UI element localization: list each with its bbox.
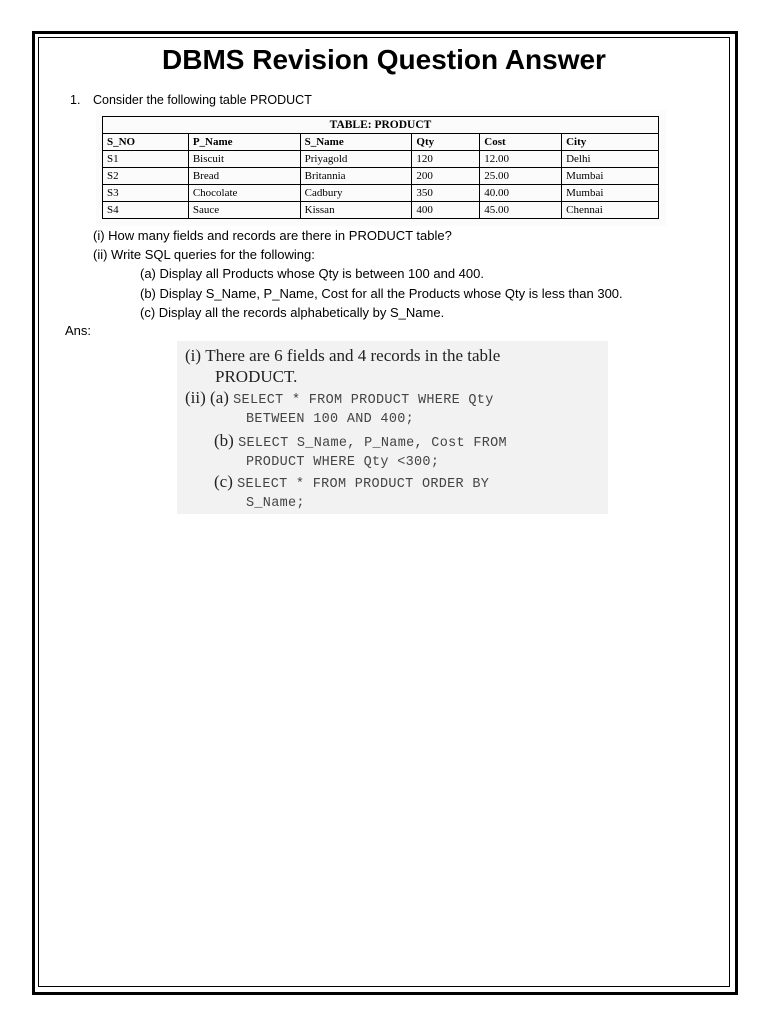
- table-cell: Bread: [188, 168, 300, 185]
- answer-label: Ans:: [65, 323, 92, 338]
- table-cell: 120: [412, 151, 480, 168]
- sql-query-c: SELECT * FROM PRODUCT ORDER BY: [237, 477, 490, 492]
- subquestion-ii: (ii) Write SQL queries for the following:: [93, 247, 315, 262]
- sql-query-a-cont: BETWEEN 100 AND 400;: [246, 412, 415, 427]
- table-cell: Chennai: [562, 202, 659, 219]
- table-cell: S1: [103, 151, 189, 168]
- subquestion-c: (c) Display all the records alphabetically by S_Name.: [140, 305, 445, 320]
- table-cell: S4: [103, 202, 189, 219]
- header-qty: Qty: [412, 134, 480, 151]
- table-cell: 350: [412, 185, 480, 202]
- table-cell: Sauce: [188, 202, 300, 219]
- sql-query-b-cont: PRODUCT WHERE Qty <300;: [246, 455, 440, 470]
- table-cell: Priyagold: [300, 151, 412, 168]
- answer-image: [177, 341, 608, 514]
- table-cell: S2: [103, 168, 189, 185]
- sql-query-b: SELECT S_Name, P_Name, Cost FROM: [238, 436, 507, 451]
- answer-b-line1: [214, 431, 507, 451]
- answer-i-label: (i): [185, 346, 202, 365]
- header-city: City: [562, 134, 659, 151]
- product-table-image: [96, 110, 666, 226]
- table-cell: Kissan: [300, 202, 412, 219]
- table-cell: Delhi: [562, 151, 659, 168]
- table-row: [103, 168, 659, 185]
- header-s-name: S_Name: [300, 134, 412, 151]
- table-row: [103, 202, 659, 219]
- answer-b-label: (b): [214, 431, 234, 450]
- table-cell: Cadbury: [300, 185, 412, 202]
- table-row: [103, 185, 659, 202]
- sql-query-c-cont: S_Name;: [246, 496, 305, 511]
- answer-c-label: (c): [214, 472, 233, 491]
- table-caption: TABLE: PRODUCT: [102, 116, 659, 133]
- question-number: 1.: [70, 93, 81, 107]
- table-cell: 40.00: [480, 185, 562, 202]
- header-p-name: P_Name: [188, 134, 300, 151]
- table-cell: Mumbai: [562, 185, 659, 202]
- page-title: DBMS Revision Question Answer: [162, 44, 606, 75]
- answer-i-line2: PRODUCT.: [215, 367, 298, 386]
- table-cell: 200: [412, 168, 480, 185]
- question-1: [70, 93, 312, 107]
- table-cell: 12.00: [480, 151, 562, 168]
- subquestion-b: (b) Display S_Name, P_Name, Cost for all the Products whose Qty is less than 300.: [140, 286, 623, 301]
- table-cell: Britannia: [300, 168, 412, 185]
- table-header-row: [103, 134, 659, 151]
- answer-c-line1: [214, 472, 489, 492]
- answer-a-label: (a): [210, 388, 229, 407]
- subquestion-a: (a) Display all Products whose Qty is between 100 and 400.: [140, 266, 484, 281]
- header-s-no: S_NO: [103, 134, 189, 151]
- subquestion-i: (i) How many fields and records are there in PRODUCT table?: [93, 228, 452, 243]
- table-cell: 45.00: [480, 202, 562, 219]
- header-cost: Cost: [480, 134, 562, 151]
- sql-query-a: SELECT * FROM PRODUCT WHERE Qty: [233, 393, 494, 408]
- question-text: Consider the following table PRODUCT: [93, 93, 312, 107]
- table-cell: 25.00: [480, 168, 562, 185]
- table-cell: S3: [103, 185, 189, 202]
- product-table: [102, 116, 659, 219]
- answer-i-text: There are 6 fields and 4 records in the table: [205, 346, 501, 365]
- answer-ii-label: (ii): [185, 388, 206, 407]
- answer-i-line1: [185, 346, 500, 366]
- answer-a-line1: [185, 388, 494, 408]
- table-cell: 400: [412, 202, 480, 219]
- table-cell: Biscuit: [188, 151, 300, 168]
- table-cell: Chocolate: [188, 185, 300, 202]
- table-cell: Mumbai: [562, 168, 659, 185]
- table-row: [103, 151, 659, 168]
